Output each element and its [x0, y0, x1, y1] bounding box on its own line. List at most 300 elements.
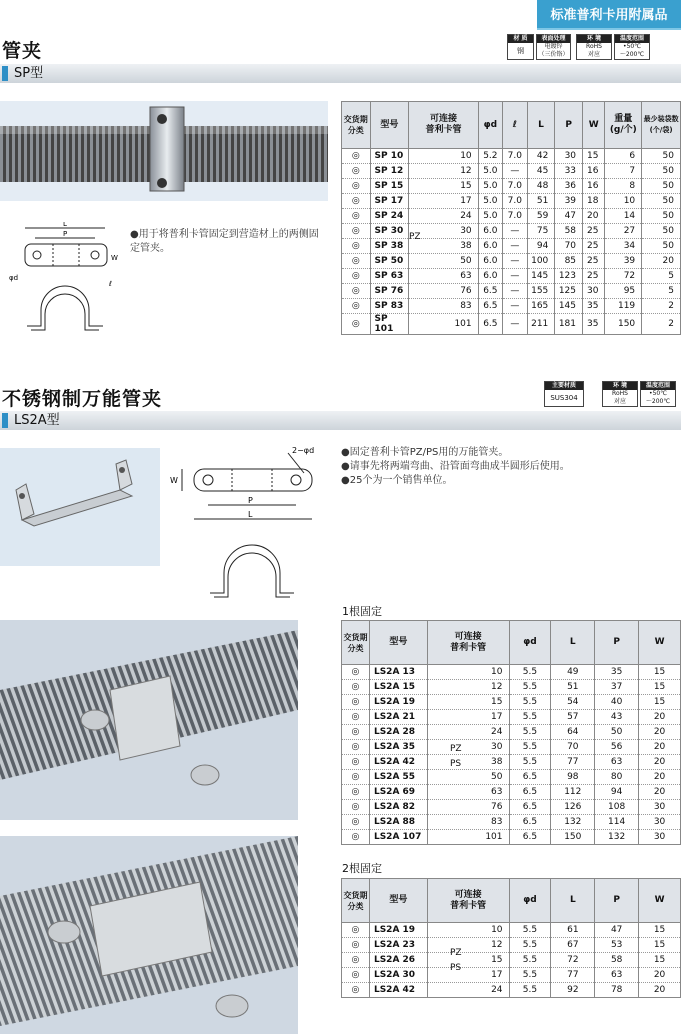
table-row: [342, 680, 681, 695]
section2-tags: [544, 381, 676, 407]
table-cell: LS2A 30: [369, 968, 427, 983]
table-cell: 114: [595, 815, 639, 830]
table-cell: ◎: [342, 254, 371, 269]
table-cell: 77: [551, 968, 595, 983]
table-cell: 95: [605, 284, 642, 299]
table-cell: 30: [639, 800, 681, 815]
table-cell: 94: [595, 785, 639, 800]
table-cell: ◎: [342, 164, 371, 179]
table-cell: ◎: [342, 299, 371, 314]
table-cell: ◎: [342, 923, 370, 938]
table-cell: 12: [427, 938, 509, 953]
table-cell: 63: [427, 785, 509, 800]
table-cell: 5.2: [478, 149, 502, 164]
table-cell: 63: [595, 968, 639, 983]
table-cell: 83: [427, 815, 509, 830]
table-row: [342, 755, 681, 770]
table-cell: 15: [639, 953, 681, 968]
table-cell: ◎: [342, 710, 370, 725]
table-cell: —: [503, 284, 527, 299]
table-row: [342, 224, 681, 239]
table-cell: 7: [605, 164, 642, 179]
table-cell: 27: [605, 224, 642, 239]
table-cell: 2: [642, 299, 681, 314]
table-cell: 67: [551, 938, 595, 953]
table-row: [342, 815, 681, 830]
table-cell: ◎: [342, 179, 371, 194]
table-cell: 80: [595, 770, 639, 785]
table-cell: SP 38: [370, 239, 409, 254]
ls2a-double-pipe-photo: [0, 836, 298, 1034]
table-cell: 54: [551, 695, 595, 710]
table-row: [342, 209, 681, 224]
table-cell: LS2A 26: [369, 953, 427, 968]
table-cell: 211: [527, 314, 555, 335]
table-cell: 59: [527, 209, 555, 224]
section2-title: 不锈钢制万能管夹: [2, 388, 163, 410]
temperature-tag: 温度范围 •50℃ ～200℃: [614, 34, 650, 60]
ls2a-notes: [341, 446, 671, 488]
table-cell: 100: [527, 254, 555, 269]
table-cell: 63: [595, 755, 639, 770]
table-cell: 17: [427, 968, 509, 983]
table-cell: 126: [551, 800, 595, 815]
table-cell: ◎: [342, 194, 371, 209]
table-cell: 101: [409, 314, 478, 335]
sp-clamp-photo: [0, 101, 328, 201]
table-cell: 50: [642, 194, 681, 209]
table-cell: SP 63: [370, 269, 409, 284]
table-cell: 25: [583, 239, 605, 254]
table-cell: 57: [551, 710, 595, 725]
table-cell: 30: [555, 149, 583, 164]
table-cell: 56: [595, 740, 639, 755]
table-cell: 48: [527, 179, 555, 194]
section1-title: 管夹: [2, 40, 43, 62]
table-cell: 50: [642, 209, 681, 224]
table-cell: ◎: [342, 269, 371, 284]
table-cell: ◎: [342, 938, 370, 953]
sp-label-L: L: [63, 222, 67, 228]
table-cell: 6.5: [509, 800, 551, 815]
table-cell: 2: [642, 314, 681, 335]
ls2a-label-W: W: [170, 476, 178, 485]
table-cell: 78: [595, 983, 639, 998]
table-cell: 24: [409, 209, 478, 224]
table-cell: ◎: [342, 983, 370, 998]
table-cell: 5.0: [478, 179, 502, 194]
ls2a-label-hole: 2−φd: [292, 446, 315, 455]
table-cell: 5.0: [478, 164, 502, 179]
table-cell: 15: [639, 923, 681, 938]
table-cell: 20: [639, 983, 681, 998]
table-cell: 70: [555, 239, 583, 254]
table-cell: 25: [583, 269, 605, 284]
table-cell: LS2A 42: [369, 983, 427, 998]
single-fixing-label: 1根固定: [342, 605, 382, 618]
table-cell: ◎: [342, 665, 370, 680]
rohs-tag-2: 环 境 RoHS 对应: [602, 381, 638, 407]
table-cell: 6.5: [478, 284, 502, 299]
table-row: [342, 983, 681, 998]
table-cell: SP 17: [370, 194, 409, 209]
table-cell: 45: [527, 164, 555, 179]
table-cell: 15: [639, 938, 681, 953]
table-cell: 33: [555, 164, 583, 179]
table-cell: 39: [605, 254, 642, 269]
table-cell: 101: [427, 830, 509, 845]
table-cell: 10: [409, 149, 478, 164]
table-cell: SP 50: [370, 254, 409, 269]
table-cell: 50: [642, 179, 681, 194]
table-cell: 6.0: [478, 224, 502, 239]
table-row: [342, 710, 681, 725]
table-cell: 12: [427, 680, 509, 695]
table-row: [342, 254, 681, 269]
table-cell: 38: [409, 239, 478, 254]
ls2a-note-3: ●25个为一个销售单位。: [341, 475, 453, 486]
table-row: [342, 938, 681, 953]
table-cell: 15: [409, 179, 478, 194]
table-cell: 12: [409, 164, 478, 179]
table-cell: LS2A 88: [369, 815, 427, 830]
table-cell: 35: [595, 665, 639, 680]
table-cell: 75: [527, 224, 555, 239]
table-cell: 155: [527, 284, 555, 299]
table-cell: 5.0: [478, 209, 502, 224]
table-cell: 181: [555, 314, 583, 335]
table-cell: 20: [642, 254, 681, 269]
table-cell: 5.5: [509, 923, 551, 938]
table-cell: 50: [642, 239, 681, 254]
table-row: [342, 665, 681, 680]
table-cell: 5.5: [509, 968, 551, 983]
ls2a-double-table: [341, 878, 681, 998]
table-cell: 18: [583, 194, 605, 209]
section1-tags: [507, 34, 650, 60]
table-cell: 112: [551, 785, 595, 800]
table-cell: 132: [551, 815, 595, 830]
table-cell: 51: [527, 194, 555, 209]
table-cell: 5.5: [509, 740, 551, 755]
table-row: [342, 953, 681, 968]
table-cell: 58: [595, 953, 639, 968]
table-cell: LS2A 107: [369, 830, 427, 845]
table-cell: 70: [551, 740, 595, 755]
table-cell: 35: [583, 299, 605, 314]
table-cell: 72: [605, 269, 642, 284]
ls2a-dimension-drawing: [168, 443, 328, 603]
table-cell: 5.5: [509, 710, 551, 725]
table-cell: ◎: [342, 755, 370, 770]
table-row: [342, 695, 681, 710]
table-cell: 15: [639, 680, 681, 695]
sp-label-W: W: [111, 254, 118, 262]
table-row: [342, 740, 681, 755]
table-cell: SP 30: [370, 224, 409, 239]
double-fixing-label: 2根固定: [342, 862, 382, 875]
table-cell: ◎: [342, 785, 370, 800]
section1-subtitle: SP型: [14, 66, 44, 81]
table-cell: LS2A 82: [369, 800, 427, 815]
ls2a-label-L: L: [248, 510, 253, 519]
table-cell: 15: [427, 953, 509, 968]
table-row: [342, 179, 681, 194]
table-cell: 24: [427, 983, 509, 998]
table-row: [342, 785, 681, 800]
table-cell: LS2A 15: [369, 680, 427, 695]
table-cell: 40: [595, 695, 639, 710]
table-cell: 30: [427, 740, 509, 755]
table-row: [342, 149, 681, 164]
table-cell: 47: [595, 923, 639, 938]
table-cell: 20: [583, 209, 605, 224]
sp-label-phid: φd: [9, 274, 19, 282]
table-cell: 50: [642, 149, 681, 164]
table-cell: ◎: [342, 815, 370, 830]
table-cell: —: [503, 254, 527, 269]
table-cell: 61: [551, 923, 595, 938]
table-row: [342, 284, 681, 299]
table-cell: LS2A 35: [369, 740, 427, 755]
table-cell: 77: [551, 755, 595, 770]
table-cell: ◎: [342, 968, 370, 983]
table-row: [342, 239, 681, 254]
table-cell: 6.5: [509, 785, 551, 800]
table-cell: 36: [555, 179, 583, 194]
table-cell: ◎: [342, 770, 370, 785]
table-cell: 38: [427, 755, 509, 770]
section1-subtitle-bar: [0, 64, 681, 83]
table-cell: 35: [583, 314, 605, 335]
table-row: [342, 164, 681, 179]
table-cell: 20: [639, 740, 681, 755]
table-cell: 145: [555, 299, 583, 314]
single-table-header: 交货期 分类 型号 可连接 普利卡管 φd L P W: [342, 621, 681, 665]
table-cell: ◎: [342, 224, 371, 239]
table-cell: ◎: [342, 800, 370, 815]
table-cell: LS2A 23: [369, 938, 427, 953]
table-cell: LS2A 69: [369, 785, 427, 800]
table-cell: 150: [605, 314, 642, 335]
table-cell: LS2A 13: [369, 665, 427, 680]
table-cell: 20: [639, 755, 681, 770]
table-cell: 14: [605, 209, 642, 224]
table-cell: 98: [551, 770, 595, 785]
catalog-banner: 标准普利卡用附属品: [537, 0, 681, 30]
table-cell: 85: [555, 254, 583, 269]
table-cell: 15: [639, 665, 681, 680]
table-cell: 7.0: [503, 194, 527, 209]
table-cell: SP 15: [370, 179, 409, 194]
table-cell: 76: [409, 284, 478, 299]
table-cell: 20: [639, 725, 681, 740]
table-row: [342, 830, 681, 845]
table-cell: 15: [639, 695, 681, 710]
table-cell: 6.5: [478, 299, 502, 314]
sp-pipe-group: PZ: [409, 232, 421, 242]
table-cell: 20: [639, 770, 681, 785]
section2-subtitle-bar: [0, 411, 681, 430]
table-cell: 7.0: [503, 209, 527, 224]
table-cell: 50: [409, 254, 478, 269]
table-cell: ◎: [342, 149, 371, 164]
table-cell: 5.5: [509, 755, 551, 770]
ls2a-note-1: ●固定普利卡管PZ/PS用的万能管夹。: [341, 447, 509, 458]
table-cell: ◎: [342, 680, 370, 695]
table-row: [342, 269, 681, 284]
table-cell: —: [503, 239, 527, 254]
table-cell: ◎: [342, 953, 370, 968]
table-cell: —: [503, 164, 527, 179]
table-cell: 49: [551, 665, 595, 680]
table-cell: 53: [595, 938, 639, 953]
main-material-tag: 主要材质 SUS304: [544, 381, 584, 407]
sp-spec-table: [341, 101, 681, 335]
table-cell: 125: [555, 284, 583, 299]
table-cell: ◎: [342, 239, 371, 254]
table-cell: —: [503, 224, 527, 239]
table-cell: SP 76: [370, 284, 409, 299]
table-cell: SP 24: [370, 209, 409, 224]
table-cell: 6.0: [478, 269, 502, 284]
table-cell: 34: [605, 239, 642, 254]
sp-note: ●用于将普利卡管固定到营造材上的两侧固定管夹。: [130, 229, 319, 254]
table-cell: 47: [555, 209, 583, 224]
table-cell: 6: [605, 149, 642, 164]
table-cell: ◎: [342, 740, 370, 755]
table-cell: 72: [551, 953, 595, 968]
table-cell: 43: [595, 710, 639, 725]
temperature-tag-2: 温度范围 •50℃ ～200℃: [640, 381, 676, 407]
table-cell: 5.0: [478, 194, 502, 209]
table-cell: 6.5: [509, 815, 551, 830]
table-cell: 5: [642, 269, 681, 284]
rohs-tag: 环 境 RoHS 对应: [576, 34, 612, 60]
table-cell: 37: [595, 680, 639, 695]
table-row: [342, 800, 681, 815]
table-row: [342, 194, 681, 209]
table-cell: 6.5: [478, 314, 502, 335]
table-cell: 25: [583, 224, 605, 239]
surface-tag: 表面处理 电镀锌 （三价铬）: [536, 34, 571, 60]
table-cell: LS2A 55: [369, 770, 427, 785]
table-cell: 132: [595, 830, 639, 845]
table-cell: LS2A 28: [369, 725, 427, 740]
table-cell: 6.0: [478, 239, 502, 254]
table-cell: 20: [639, 968, 681, 983]
table-cell: 20: [639, 710, 681, 725]
table-cell: 5.5: [509, 938, 551, 953]
table-cell: LS2A 21: [369, 710, 427, 725]
table-cell: 30: [583, 284, 605, 299]
table-cell: 51: [551, 680, 595, 695]
table-cell: 20: [639, 785, 681, 800]
table-cell: ◎: [342, 314, 371, 335]
ls2a-bracket-photo: [0, 448, 160, 566]
table-cell: 16: [583, 164, 605, 179]
table-cell: —: [503, 269, 527, 284]
table-cell: 5.5: [509, 983, 551, 998]
table-cell: LS2A 19: [369, 923, 427, 938]
table-cell: —: [503, 299, 527, 314]
table-cell: 5.5: [509, 953, 551, 968]
table-cell: 50: [595, 725, 639, 740]
table-cell: 58: [555, 224, 583, 239]
table-row: [342, 968, 681, 983]
table-cell: ◎: [342, 209, 371, 224]
table-cell: 92: [551, 983, 595, 998]
table-cell: 7.0: [503, 179, 527, 194]
table-cell: —: [503, 314, 527, 335]
table-cell: 30: [409, 224, 478, 239]
table-cell: ◎: [342, 830, 370, 845]
ls2a-label-P: P: [248, 496, 253, 505]
table-cell: 119: [605, 299, 642, 314]
table-cell: 10: [427, 665, 509, 680]
table-cell: 39: [555, 194, 583, 209]
table-cell: 24: [427, 725, 509, 740]
table-cell: 5: [642, 284, 681, 299]
sp-table-header: 交货期 分类 型号 可连接 普利卡管 φd ℓ L P W 重量 (g/个) 最少装袋数 (个/袋): [342, 102, 681, 149]
table-cell: 5.5: [509, 725, 551, 740]
table-row: [342, 770, 681, 785]
table-cell: SP 10: [370, 149, 409, 164]
table-cell: LS2A 19: [369, 695, 427, 710]
table-cell: 15: [583, 149, 605, 164]
table-cell: ◎: [342, 725, 370, 740]
table-cell: SP 12: [370, 164, 409, 179]
table-cell: SP 101: [370, 314, 409, 335]
table-row: [342, 299, 681, 314]
table-cell: ◎: [342, 284, 371, 299]
table-cell: 30: [639, 830, 681, 845]
table-row: [342, 923, 681, 938]
table-cell: 5.5: [509, 680, 551, 695]
table-cell: 10: [605, 194, 642, 209]
table-row: [342, 314, 681, 335]
table-cell: 94: [527, 239, 555, 254]
table-cell: 17: [427, 710, 509, 725]
table-cell: 5.5: [509, 695, 551, 710]
table-cell: 83: [409, 299, 478, 314]
table-cell: 76: [427, 800, 509, 815]
double-table-header: 交货期 分类 型号 可连接 普利卡管 φd L P W: [342, 879, 681, 923]
table-cell: 15: [427, 695, 509, 710]
table-cell: 108: [595, 800, 639, 815]
table-cell: 16: [583, 179, 605, 194]
ls2a-note-2: ●请事先将两端弯曲、沿管面弯曲成半圆形后使用。: [341, 461, 570, 472]
table-row: [342, 725, 681, 740]
table-cell: 64: [551, 725, 595, 740]
table-cell: 30: [639, 815, 681, 830]
ls2a-single-pipe-photo: [0, 620, 298, 820]
material-tag: 材 质 钢: [507, 34, 534, 60]
table-cell: 5.5: [509, 665, 551, 680]
single-pipe-group: PZ PS: [450, 744, 462, 769]
table-cell: 8: [605, 179, 642, 194]
table-cell: 150: [551, 830, 595, 845]
table-cell: 7.0: [503, 149, 527, 164]
section2-subtitle: LS2A型: [14, 413, 60, 428]
sp-label-ell: ℓ: [109, 280, 112, 288]
table-cell: 50: [642, 224, 681, 239]
table-cell: 145: [527, 269, 555, 284]
table-cell: 25: [583, 254, 605, 269]
table-cell: 123: [555, 269, 583, 284]
double-pipe-group: PZ PS: [450, 948, 462, 973]
ls2a-single-table: [341, 620, 681, 845]
